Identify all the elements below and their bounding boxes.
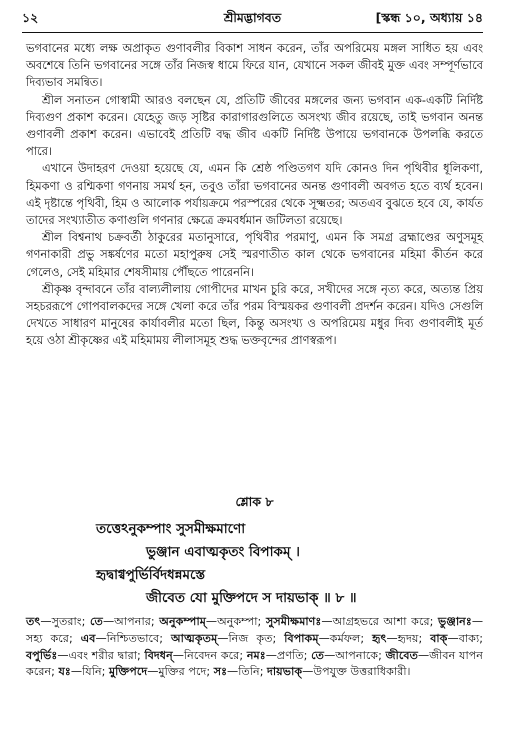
synonym-meaning: অনুকম্পা (217, 615, 258, 628)
verse-line: জীবেত যো মুক্তিপদে স দায়ভাক্ ॥ ৮ ॥ (146, 590, 357, 606)
synonym-meaning: আগ্রহভরে আশা করে (332, 615, 430, 628)
synonym-word: মুক্তিপদে (108, 665, 148, 679)
synonym-word: দায়ভাক্ (267, 665, 303, 679)
paragraph: শ্রীল সনাতন গোস্বামী আরও বলছেন যে, প্রতিটি জীবের মঙ্গলের জন্য ভগবান এক-একটি নির্দিষ্ট দিব্যগুণ প্রকাশ করেন। যেহেতু জড় সৃষ্টির কারাগারগুলিতে অসংখ্য জীব রয়েছে, তাই ভগবান অনন্ত গুণাবলী প্রকাশ করেন। এভাবেই প্রতিটি বদ্ধ জীব একটি নির্দিষ্ট উপায়ে ভগবানকে উপলব্ধি করতে পারে। (26, 92, 483, 159)
verse-line: ভুঞ্জান এবাত্মকৃতং বিপাকম্ । (146, 544, 300, 560)
synonym-meaning: জীবন যাপন করেন (26, 648, 483, 679)
synonym-word: সুসমীক্ষমাণঃ (265, 615, 322, 628)
paragraph: শ্রীকৃষ্ণ বৃন্দাবনে তাঁর বাল্যলীলায় গোপীদের মাখন চুরি করে, সখীদের সঙ্গে নৃত্য করে, অত্যন্ত প্রিয় সহচররূপে গোপবালকদের সঙ্গে খেলা করে তাঁর পরম বিস্ময়কর গুণাবলী প্রদর্শন করেন। যদিও সেগুলি দেখতে সাধারণ মানুষের কার্যাবলীর মতো ছিল, কিন্তু অসংখ্য ও অপরিমেয় মধুর দিব্য গুণাবলীই মূর্ত হয়ে ওঠা শ্রীকৃষ্ণের এই মহিমাময় লীলাসমূহ শুদ্ধ ভক্তবৃন্দের প্রাণস্বরূপ। (26, 281, 483, 348)
paragraph: শ্রীল বিশ্বনাথ চক্রবর্তী ঠাকুরের মতানুসারে, পৃথিবীর পরমাণু, এমন কি সমগ্র ব্রহ্মাণ্ডের অণুসমূহ গণনাকারী প্রভু সঙ্কর্ষণের মতো মহাপুরুষ সেই স্মরণাতীত কাল থেকে ভগবানের মহিমা কীর্তন করে গেলেও, সেই মহিমার শেষসীমায় পৌঁছতে পারেননি। (26, 230, 483, 279)
synonym-word: অনুকম্পাম্ (159, 615, 206, 628)
paragraph: ভগবানের মধ্যে লক্ষ অপ্রাকৃত গুণাবলীর বিকাশ সাধন করেন, তাঁর অপরিমেয় মঙ্গল সাধিত হয় এবং অবশেষে তিনি ভগবানের সঙ্গে তাঁর নিজস্ব ধামে ফিরে যান, যেখানে সকল জীবই মুক্ত এবং সম্পূর্ণভাবে দিব্যভাব সমন্বিত। (26, 41, 483, 90)
word-for-word-synonyms: তৎ—সুতরাং; তে—আপনার; অনুকম্পাম্—অনুকম্পা; সুসমীক্ষমাণঃ—আগ্রহভরে আশা করে; ভুঞ্জানঃ—সহ্য করে; এব—নিশ্চিতভাবে; আত্মকৃতম্—নিজ কৃত; বিপাকম্—কর্মফল; হৃৎ—হৃদয়; বাক্—বাক্য; বপুর্ভিঃ—এবং শরীর দ্বারা; বিদধন্—নিবেদন করে; নমঃ—প্রণতি; তে—আপনাকে; জীবেত—জীবন যাপন করেন; যঃ—যিনি; মুক্তিপদে—মুক্তির পদে; সঃ—তিনি; দায়ভাক্—উপযুক্ত উত্তরাধিকারী। (26, 615, 484, 679)
book-title: শ্রীমদ্ভাগবত (223, 10, 282, 25)
verse-heading: শ্লোক ৮ (235, 494, 274, 509)
synonym-word: বিপাকম্ (284, 631, 319, 645)
synonym-word: আত্মকৃতম্ (171, 631, 218, 645)
page-number: ১২ (22, 10, 39, 25)
synonym-meaning: নিজ কৃত (228, 631, 273, 645)
verse-line: হৃদ্বাগ্বপুর্ভির্বিদধন্নমস্তে (96, 567, 206, 583)
synonym-meaning: উপযুক্ত উত্তরাধিকারী (313, 665, 407, 679)
synonym-meaning: কর্মফল (329, 631, 361, 645)
synonym-word: হৃৎ (372, 631, 387, 645)
synonym-word: জীবেত (385, 648, 418, 662)
synonym-meaning: যিনি (82, 665, 102, 679)
synonym-meaning: প্রণতি (276, 648, 304, 662)
synonym-word: এব (80, 631, 96, 645)
synonym-word: তৎ (26, 615, 41, 628)
synonym-word: বিদধন্ (144, 648, 173, 662)
purport-text (26, 40, 483, 350)
synonym-word: নমঃ (246, 648, 266, 662)
synonym-word: বপুর্ভিঃ (26, 648, 58, 662)
header-rule (22, 32, 483, 33)
synonym-word: তে (90, 615, 103, 628)
synonym-word: তে (311, 648, 325, 662)
synonym-meaning: হৃদয় (397, 631, 419, 645)
synonym-meaning: বাক্য (458, 631, 480, 645)
synonym-word: সঃ (213, 665, 228, 679)
synonym-word: ভুঞ্জানঃ (438, 615, 472, 628)
synonym-meaning: নিশ্চিতভাবে (106, 631, 160, 645)
synonym-meaning: এবং শরীর দ্বারা (68, 648, 137, 662)
sanskrit-verse (26, 494, 483, 610)
synonym-meaning: নিবেদন করে (183, 648, 240, 662)
chapter-reference: [স্কন্ধ ১০, অধ্যায় ১৪ (375, 10, 483, 25)
synonym-meaning: আপনাকে (335, 648, 379, 662)
synonym-word: বাক্ (430, 631, 448, 645)
synonym-meaning: সহ্য করে (26, 631, 69, 645)
synonym-meaning: মুক্তির পদে (158, 665, 207, 679)
synonym-meaning: সুতরাং (51, 615, 82, 628)
synonym-meaning: তিনি (238, 665, 260, 679)
paragraph: এখানে উদাহরণ দেওয়া হয়েছে যে, এমন কি শ্রেষ্ঠ পণ্ডিতগণ যদি কোনও দিন পৃথিবীর ধূলিকণা, হিমকণা ও রশ্মিকণা গণনায় সমর্থ হন, তবুও তাঁরা ভগবানের অনন্ত গুণাবলী অবগত হতে ব্যর্থ হবেন। এই দৃষ্টান্তে পৃথিবী, হিম ও আলোক পর্যায়ক্রমে পরস্পরের থেকে সূক্ষ্মতর; অতএব বুঝতে হবে যে, কার্যত তাদের সংখ্যাতীত কণাগুলি গণনার ক্ষেত্রে ক্রমবর্ধমান জটিলতা রয়েছে। (26, 161, 483, 228)
synonym-meaning: আপনার (114, 615, 151, 628)
page-header (22, 10, 483, 30)
synonym-word: যঃ (58, 665, 71, 679)
verse-line: তত্তেঽনুকম্পাং সুসমীক্ষমাণো (96, 521, 246, 537)
